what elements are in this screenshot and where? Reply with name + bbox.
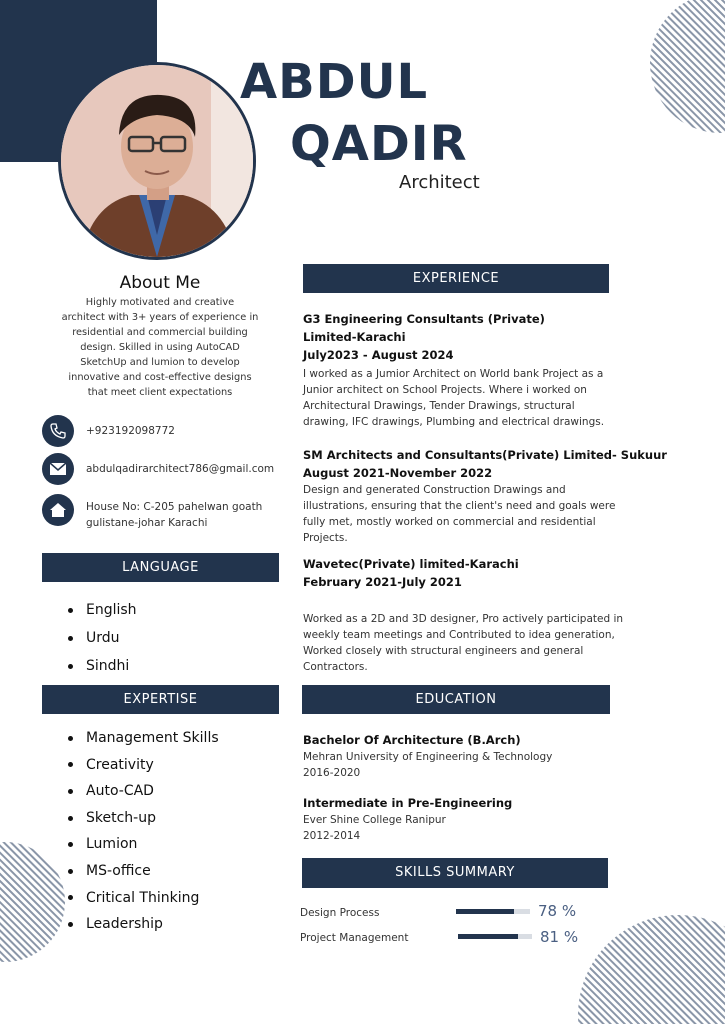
skill-percent: 81 % — [540, 928, 579, 946]
job-dates: February 2021-July 2021 — [303, 575, 462, 589]
about-heading: About Me — [119, 273, 201, 293]
list-item: Management Skills — [64, 725, 274, 752]
job-desc-line: Design and generated Construction Drawings and — [303, 484, 566, 496]
education-entry — [303, 731, 683, 781]
about-section — [40, 272, 280, 400]
about-line: innovative and cost-effective designs — [68, 372, 252, 383]
skill-label: Design Process — [300, 907, 380, 919]
list-item: MS-office — [64, 858, 274, 885]
list-item: Lumion — [64, 831, 274, 858]
job-desc-line: illustrations, ensuring that the client's need and goals were — [303, 500, 616, 512]
phone-number[interactable]: +923192098772 — [86, 425, 175, 437]
years: 2012-2014 — [303, 830, 361, 842]
job-dates: July2023 - August 2024 — [303, 348, 454, 362]
skills-header: SKILLS SUMMARY — [302, 858, 608, 888]
avatar-illustration — [61, 65, 253, 257]
job-desc-line: Junior architect on School Projects. Where i worked on — [303, 384, 587, 396]
job-entry — [303, 555, 683, 675]
job-title-line: Limited-Karachi — [303, 330, 406, 344]
expertise-header: EXPERTISE — [42, 685, 279, 714]
experience-header: EXPERIENCE — [303, 264, 609, 293]
job-title-line: SM Architects and Consultants(Private) Limited- Sukuur — [303, 448, 667, 462]
education-header: EDUCATION — [302, 685, 610, 714]
bottom-right-hatched-circle — [578, 915, 725, 1024]
skill-label: Project Management — [300, 932, 409, 944]
language-list — [64, 596, 274, 680]
expertise-list — [64, 725, 274, 938]
last-name: QADIR — [290, 116, 468, 172]
education-entry — [303, 794, 683, 844]
school: Mehran University of Engineering & Technology — [303, 751, 553, 763]
list-item: Critical Thinking — [64, 885, 274, 912]
job-desc-line: I worked as a Jumior Architect on World bank Project as a — [303, 368, 604, 380]
job-desc-line: Projects. — [303, 532, 348, 544]
address-line: gulistane-johar Karachi — [86, 517, 208, 529]
bottom-left-hatched-circle — [0, 840, 70, 965]
job-title-line: Wavetec(Private) limited-Karachi — [303, 557, 519, 571]
job-title: Architect — [399, 172, 480, 193]
job-desc-line: Architectural Drawings, Tender Drawings, structural — [303, 400, 575, 412]
job-desc-line: drawing, IFC drawings, Plumbing and electrical drawings. — [303, 416, 605, 428]
about-line: architect with 3+ years of experience in — [61, 312, 259, 323]
about-line: that meet client expectations — [87, 387, 233, 398]
skill-bar-fill — [458, 934, 518, 939]
job-desc-line: Contractors. — [303, 661, 368, 673]
list-item: Leadership — [64, 911, 274, 938]
list-item: Sketch-up — [64, 805, 274, 832]
about-line: design. Skilled in using AutoCAD — [80, 342, 240, 353]
job-desc-line: Worked closely with structural engineers and general — [303, 645, 584, 657]
list-item: Sindhi — [64, 652, 274, 680]
phone-icon — [42, 415, 74, 447]
mail-icon — [42, 453, 74, 485]
job-desc-line: Worked as a 2D and 3D designer, Pro actively participated in — [303, 613, 624, 625]
years: 2016-2020 — [303, 767, 361, 779]
email-address[interactable]: abdulqadirarchitect786@gmail.com — [86, 463, 275, 475]
job-title-line: G3 Engineering Consultants (Private) — [303, 312, 545, 326]
about-line: Highly motivated and creative — [85, 297, 235, 308]
list-item: Urdu — [64, 624, 274, 652]
skill-bar-track — [456, 909, 530, 914]
language-header: LANGUAGE — [42, 553, 279, 582]
list-item: Auto-CAD — [64, 778, 274, 805]
about-line: residential and commercial building — [72, 327, 248, 338]
address — [86, 499, 262, 531]
skill-bar-fill — [456, 909, 514, 914]
school: Ever Shine College Ranipur — [303, 814, 446, 826]
list-item: English — [64, 596, 274, 624]
degree: Intermediate in Pre-Engineering — [303, 796, 513, 810]
skill-percent: 78 % — [538, 902, 577, 920]
about-line: SketchUp and lumion to develop — [80, 357, 240, 368]
job-entry — [303, 310, 683, 430]
job-entry — [303, 446, 683, 546]
profile-photo — [58, 62, 256, 260]
skill-bar-track — [458, 934, 532, 939]
first-name: ABDUL — [240, 54, 429, 110]
job-desc-line: weekly team meetings and Contributed to idea generation, — [303, 629, 615, 641]
list-item: Creativity — [64, 752, 274, 779]
degree: Bachelor Of Architecture (B.Arch) — [303, 733, 521, 747]
job-dates: August 2021-November 2022 — [303, 466, 493, 480]
address-line: House No: C-205 pahelwan goath — [86, 501, 263, 513]
job-desc-line: fully met, mostly worked on commercial and residential — [303, 516, 596, 528]
home-icon — [42, 494, 74, 526]
top-right-hatched-circle — [645, 0, 725, 140]
